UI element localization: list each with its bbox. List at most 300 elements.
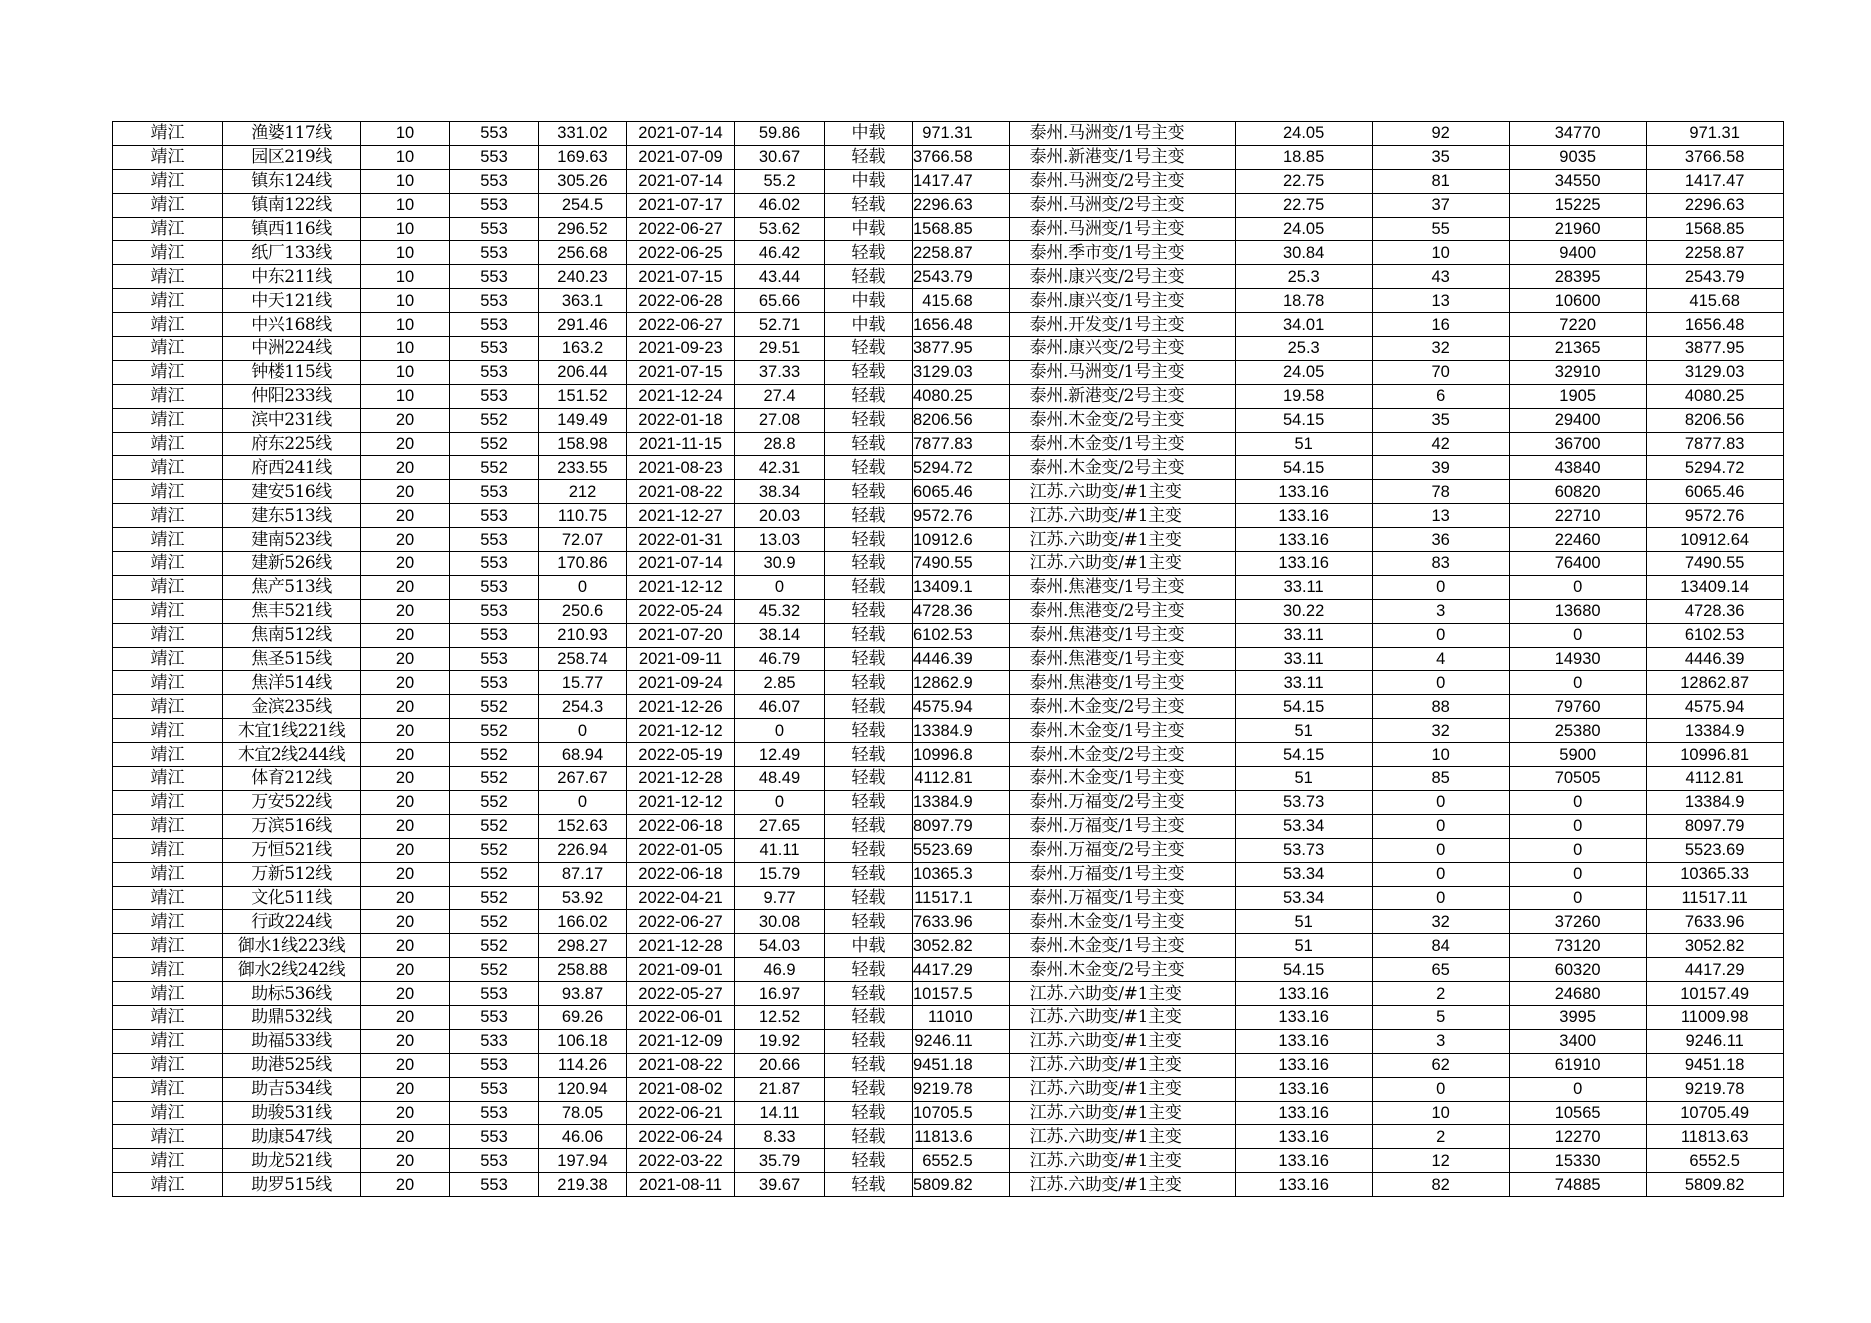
cell-date: 2022-01-05 [627, 838, 735, 862]
cell-date: 2021-12-26 [627, 695, 735, 719]
cell-available-capacity: 8206.56 [1646, 408, 1783, 432]
cell-available-capacity: 4080.25 [1646, 384, 1783, 408]
cell-voltage: 20 [361, 623, 450, 647]
cell-line-name: 中天121线 [223, 289, 361, 313]
cell-substation-transformer: 泰州.马洲变/1号主变 [1009, 122, 1235, 146]
cell-transformer-value: 22.75 [1235, 169, 1372, 193]
cell-code: 553 [450, 982, 539, 1006]
cell-district: 靖江 [113, 623, 223, 647]
cell-user-capacity: 43840 [1509, 456, 1646, 480]
cell-remaining-capacity: 6552.5 [913, 1149, 1010, 1173]
cell-transformer-value: 133.16 [1235, 1101, 1372, 1125]
cell-load-rate: 46.42 [735, 241, 825, 265]
cell-transformer-value: 24.05 [1235, 360, 1372, 384]
cell-district: 靖江 [113, 719, 223, 743]
cell-transformer-value: 54.15 [1235, 743, 1372, 767]
cell-line-name: 助龙521线 [223, 1149, 361, 1173]
cell-load-status: 轻载 [825, 838, 913, 862]
cell-district: 靖江 [113, 360, 223, 384]
cell-voltage: 10 [361, 217, 450, 241]
cell-remaining-capacity: 5809.82 [913, 1173, 1010, 1197]
cell-district: 靖江 [113, 432, 223, 456]
cell-available-capacity: 4446.39 [1646, 647, 1783, 671]
cell-user-count: 32 [1372, 337, 1509, 361]
cell-available-capacity: 10996.81 [1646, 743, 1783, 767]
cell-transformer-value: 133.16 [1235, 552, 1372, 576]
cell-user-count: 0 [1372, 814, 1509, 838]
cell-district: 靖江 [113, 289, 223, 313]
cell-transformer-value: 24.05 [1235, 217, 1372, 241]
cell-district: 靖江 [113, 193, 223, 217]
cell-voltage: 20 [361, 790, 450, 814]
table-row [113, 241, 1784, 265]
cell-load-status: 轻载 [825, 575, 913, 599]
table-row [113, 599, 1784, 623]
cell-district: 靖江 [113, 456, 223, 480]
cell-transformer-value: 53.73 [1235, 838, 1372, 862]
cell-remaining-capacity: 3052.82 [913, 934, 1010, 958]
cell-code: 552 [450, 838, 539, 862]
cell-load-status: 轻载 [825, 1005, 913, 1029]
cell-code: 552 [450, 767, 539, 791]
cell-user-capacity: 0 [1509, 790, 1646, 814]
cell-date: 2022-01-18 [627, 408, 735, 432]
cell-code: 533 [450, 1029, 539, 1053]
cell-user-count: 16 [1372, 313, 1509, 337]
cell-date: 2021-09-01 [627, 958, 735, 982]
table-row [113, 790, 1784, 814]
cell-code: 552 [450, 934, 539, 958]
cell-district: 靖江 [113, 647, 223, 671]
cell-line-name: 建南523线 [223, 528, 361, 552]
cell-user-capacity: 5900 [1509, 743, 1646, 767]
cell-available-capacity: 4728.36 [1646, 599, 1783, 623]
cell-voltage: 20 [361, 910, 450, 934]
table-row [113, 1053, 1784, 1077]
cell-district: 靖江 [113, 337, 223, 361]
cell-user-capacity: 32910 [1509, 360, 1646, 384]
cell-remaining-capacity: 2258.87 [913, 241, 1010, 265]
cell-line-name: 府西241线 [223, 456, 361, 480]
cell-remaining-capacity: 11813.6 [913, 1125, 1010, 1149]
cell-user-capacity: 7220 [1509, 313, 1646, 337]
cell-user-count: 5 [1372, 1005, 1509, 1029]
table-row [113, 552, 1784, 576]
cell-load-value: 149.49 [539, 408, 627, 432]
cell-substation-transformer: 泰州.新港变/2号主变 [1009, 384, 1235, 408]
cell-line-name: 助吉534线 [223, 1077, 361, 1101]
cell-load-status: 轻载 [825, 241, 913, 265]
cell-user-capacity: 60320 [1509, 958, 1646, 982]
cell-user-count: 3 [1372, 599, 1509, 623]
cell-voltage: 20 [361, 552, 450, 576]
cell-date: 2021-08-02 [627, 1077, 735, 1101]
cell-available-capacity: 6552.5 [1646, 1149, 1783, 1173]
cell-load-value: 69.26 [539, 1005, 627, 1029]
cell-code: 552 [450, 790, 539, 814]
cell-date: 2022-06-18 [627, 814, 735, 838]
cell-user-capacity: 14930 [1509, 647, 1646, 671]
cell-date: 2021-07-14 [627, 122, 735, 146]
cell-load-rate: 27.65 [735, 814, 825, 838]
cell-district: 靖江 [113, 575, 223, 599]
cell-load-value: 305.26 [539, 169, 627, 193]
cell-transformer-value: 133.16 [1235, 1173, 1372, 1197]
cell-line-name: 木宜2线244线 [223, 743, 361, 767]
cell-available-capacity: 2543.79 [1646, 265, 1783, 289]
table-row [113, 145, 1784, 169]
cell-load-value: 210.93 [539, 623, 627, 647]
cell-voltage: 20 [361, 647, 450, 671]
cell-transformer-value: 133.16 [1235, 1005, 1372, 1029]
cell-remaining-capacity: 10157.5 [913, 982, 1010, 1006]
cell-date: 2022-06-27 [627, 313, 735, 337]
cell-line-name: 焦丰521线 [223, 599, 361, 623]
cell-code: 552 [450, 910, 539, 934]
cell-load-value: 151.52 [539, 384, 627, 408]
table-row [113, 169, 1784, 193]
cell-line-name: 镇东124线 [223, 169, 361, 193]
cell-load-value: 250.6 [539, 599, 627, 623]
cell-voltage: 20 [361, 1077, 450, 1101]
cell-remaining-capacity: 5523.69 [913, 838, 1010, 862]
cell-load-value: 166.02 [539, 910, 627, 934]
cell-remaining-capacity: 3766.58 [913, 145, 1010, 169]
cell-remaining-capacity: 2543.79 [913, 265, 1010, 289]
cell-load-value: 46.06 [539, 1125, 627, 1149]
cell-available-capacity: 5809.82 [1646, 1173, 1783, 1197]
cell-load-rate: 16.97 [735, 982, 825, 1006]
cell-load-status: 轻载 [825, 982, 913, 1006]
cell-district: 靖江 [113, 934, 223, 958]
cell-load-rate: 13.03 [735, 528, 825, 552]
cell-load-status: 轻载 [825, 552, 913, 576]
table-row [113, 838, 1784, 862]
cell-voltage: 20 [361, 1053, 450, 1077]
cell-user-count: 83 [1372, 552, 1509, 576]
table-row [113, 1101, 1784, 1125]
table-row [113, 910, 1784, 934]
cell-load-rate: 19.92 [735, 1029, 825, 1053]
table-row [113, 408, 1784, 432]
cell-transformer-value: 51 [1235, 934, 1372, 958]
cell-transformer-value: 133.16 [1235, 982, 1372, 1006]
table-row [113, 743, 1784, 767]
cell-code: 552 [450, 456, 539, 480]
cell-load-rate: 48.49 [735, 767, 825, 791]
cell-transformer-value: 53.34 [1235, 886, 1372, 910]
cell-substation-transformer: 泰州.马洲变/2号主变 [1009, 193, 1235, 217]
cell-load-status: 轻载 [825, 719, 913, 743]
cell-substation-transformer: 泰州.康兴变/2号主变 [1009, 265, 1235, 289]
cell-user-capacity: 21365 [1509, 337, 1646, 361]
cell-load-rate: 2.85 [735, 671, 825, 695]
cell-transformer-value: 33.11 [1235, 671, 1372, 695]
cell-load-value: 106.18 [539, 1029, 627, 1053]
cell-code: 552 [450, 862, 539, 886]
cell-substation-transformer: 江苏.六助变/#1主变 [1009, 982, 1235, 1006]
cell-line-name: 建安516线 [223, 480, 361, 504]
cell-load-rate: 0 [735, 790, 825, 814]
cell-user-count: 81 [1372, 169, 1509, 193]
cell-load-status: 中载 [825, 122, 913, 146]
cell-load-status: 轻载 [825, 337, 913, 361]
cell-load-rate: 28.8 [735, 432, 825, 456]
cell-voltage: 10 [361, 169, 450, 193]
cell-code: 553 [450, 504, 539, 528]
cell-substation-transformer: 泰州.马洲变/1号主变 [1009, 360, 1235, 384]
cell-line-name: 焦南512线 [223, 623, 361, 647]
cell-date: 2021-09-11 [627, 647, 735, 671]
cell-load-value: 120.94 [539, 1077, 627, 1101]
cell-district: 靖江 [113, 1125, 223, 1149]
cell-transformer-value: 19.58 [1235, 384, 1372, 408]
cell-district: 靖江 [113, 504, 223, 528]
cell-load-value: 170.86 [539, 552, 627, 576]
cell-user-capacity: 60820 [1509, 480, 1646, 504]
cell-load-rate: 42.31 [735, 456, 825, 480]
cell-line-name: 焦洋514线 [223, 671, 361, 695]
cell-substation-transformer: 江苏.六助变/#1主变 [1009, 1053, 1235, 1077]
cell-remaining-capacity: 4417.29 [913, 958, 1010, 982]
cell-line-name: 中东211线 [223, 265, 361, 289]
table-row [113, 719, 1784, 743]
cell-date: 2021-07-20 [627, 623, 735, 647]
cell-remaining-capacity: 3877.95 [913, 337, 1010, 361]
cell-line-name: 行政224线 [223, 910, 361, 934]
cell-voltage: 20 [361, 886, 450, 910]
cell-line-name: 御水2线242线 [223, 958, 361, 982]
cell-user-capacity: 10600 [1509, 289, 1646, 313]
cell-line-name: 助康547线 [223, 1125, 361, 1149]
cell-load-value: 258.88 [539, 958, 627, 982]
cell-load-status: 轻载 [825, 1125, 913, 1149]
cell-remaining-capacity: 8206.56 [913, 408, 1010, 432]
cell-date: 2022-04-21 [627, 886, 735, 910]
cell-district: 靖江 [113, 862, 223, 886]
cell-substation-transformer: 江苏.六助变/#1主变 [1009, 1077, 1235, 1101]
cell-transformer-value: 34.01 [1235, 313, 1372, 337]
cell-remaining-capacity: 971.31 [913, 122, 1010, 146]
table-row [113, 360, 1784, 384]
cell-district: 靖江 [113, 982, 223, 1006]
cell-line-name: 万新512线 [223, 862, 361, 886]
cell-available-capacity: 1568.85 [1646, 217, 1783, 241]
cell-date: 2022-06-25 [627, 241, 735, 265]
table-row [113, 647, 1784, 671]
cell-user-capacity: 0 [1509, 671, 1646, 695]
table-row [113, 886, 1784, 910]
cell-transformer-value: 133.16 [1235, 1053, 1372, 1077]
cell-district: 靖江 [113, 241, 223, 265]
cell-user-capacity: 15330 [1509, 1149, 1646, 1173]
cell-transformer-value: 53.73 [1235, 790, 1372, 814]
cell-load-rate: 0 [735, 719, 825, 743]
table-row [113, 671, 1784, 695]
cell-load-value: 0 [539, 719, 627, 743]
cell-transformer-value: 18.78 [1235, 289, 1372, 313]
cell-user-capacity: 0 [1509, 886, 1646, 910]
cell-transformer-value: 25.3 [1235, 265, 1372, 289]
cell-district: 靖江 [113, 671, 223, 695]
cell-load-rate: 53.62 [735, 217, 825, 241]
cell-user-count: 35 [1372, 408, 1509, 432]
cell-voltage: 20 [361, 862, 450, 886]
cell-available-capacity: 9451.18 [1646, 1053, 1783, 1077]
cell-voltage: 20 [361, 695, 450, 719]
cell-remaining-capacity: 1656.48 [913, 313, 1010, 337]
cell-date: 2021-08-22 [627, 1053, 735, 1077]
table-row [113, 934, 1784, 958]
cell-remaining-capacity: 13384.9 [913, 719, 1010, 743]
cell-load-status: 轻载 [825, 360, 913, 384]
cell-load-value: 163.2 [539, 337, 627, 361]
cell-substation-transformer: 江苏.六助变/#1主变 [1009, 528, 1235, 552]
table-row [113, 695, 1784, 719]
cell-substation-transformer: 泰州.木金变/1号主变 [1009, 767, 1235, 791]
cell-load-value: 363.1 [539, 289, 627, 313]
cell-remaining-capacity: 9219.78 [913, 1077, 1010, 1101]
cell-code: 553 [450, 360, 539, 384]
cell-available-capacity: 5523.69 [1646, 838, 1783, 862]
cell-transformer-value: 133.16 [1235, 1029, 1372, 1053]
cell-voltage: 20 [361, 1149, 450, 1173]
table-row [113, 1029, 1784, 1053]
cell-user-count: 37 [1372, 193, 1509, 217]
cell-line-name: 焦产513线 [223, 575, 361, 599]
cell-transformer-value: 133.16 [1235, 504, 1372, 528]
cell-transformer-value: 33.11 [1235, 647, 1372, 671]
cell-available-capacity: 5294.72 [1646, 456, 1783, 480]
cell-remaining-capacity: 4728.36 [913, 599, 1010, 623]
cell-voltage: 20 [361, 814, 450, 838]
cell-date: 2021-07-15 [627, 360, 735, 384]
cell-substation-transformer: 泰州.木金变/2号主变 [1009, 408, 1235, 432]
cell-transformer-value: 54.15 [1235, 456, 1372, 480]
cell-user-capacity: 70505 [1509, 767, 1646, 791]
cell-user-capacity: 22710 [1509, 504, 1646, 528]
cell-user-count: 32 [1372, 910, 1509, 934]
cell-user-capacity: 25380 [1509, 719, 1646, 743]
cell-district: 靖江 [113, 169, 223, 193]
cell-district: 靖江 [113, 480, 223, 504]
cell-remaining-capacity: 4575.94 [913, 695, 1010, 719]
cell-load-value: 169.63 [539, 145, 627, 169]
cell-load-rate: 38.14 [735, 623, 825, 647]
cell-line-name: 中兴168线 [223, 313, 361, 337]
cell-load-rate: 27.4 [735, 384, 825, 408]
cell-available-capacity: 9572.76 [1646, 504, 1783, 528]
cell-line-name: 钟楼115线 [223, 360, 361, 384]
cell-user-capacity: 37260 [1509, 910, 1646, 934]
cell-user-count: 0 [1372, 790, 1509, 814]
cell-substation-transformer: 江苏.六助变/#1主变 [1009, 552, 1235, 576]
cell-user-capacity: 21960 [1509, 217, 1646, 241]
cell-load-rate: 43.44 [735, 265, 825, 289]
cell-date: 2021-09-23 [627, 337, 735, 361]
cell-load-rate: 20.03 [735, 504, 825, 528]
cell-load-value: 240.23 [539, 265, 627, 289]
cell-user-capacity: 61910 [1509, 1053, 1646, 1077]
cell-date: 2021-12-12 [627, 719, 735, 743]
cell-code: 553 [450, 528, 539, 552]
cell-user-count: 32 [1372, 719, 1509, 743]
cell-substation-transformer: 江苏.六助变/#1主变 [1009, 1005, 1235, 1029]
cell-user-capacity: 9400 [1509, 241, 1646, 265]
cell-voltage: 10 [361, 337, 450, 361]
cell-date: 2021-12-09 [627, 1029, 735, 1053]
cell-load-value: 78.05 [539, 1101, 627, 1125]
cell-substation-transformer: 泰州.木金变/2号主变 [1009, 958, 1235, 982]
cell-transformer-value: 51 [1235, 910, 1372, 934]
cell-substation-transformer: 江苏.六助变/#1主变 [1009, 504, 1235, 528]
table-row [113, 289, 1784, 313]
data-table [112, 121, 1784, 1197]
cell-voltage: 20 [361, 432, 450, 456]
cell-line-name: 纸厂133线 [223, 241, 361, 265]
cell-available-capacity: 2258.87 [1646, 241, 1783, 265]
cell-available-capacity: 9219.78 [1646, 1077, 1783, 1101]
cell-load-status: 轻载 [825, 886, 913, 910]
cell-user-capacity: 76400 [1509, 552, 1646, 576]
cell-code: 553 [450, 289, 539, 313]
cell-transformer-value: 54.15 [1235, 408, 1372, 432]
cell-remaining-capacity: 13409.1 [913, 575, 1010, 599]
cell-transformer-value: 53.34 [1235, 814, 1372, 838]
cell-load-value: 197.94 [539, 1149, 627, 1173]
cell-transformer-value: 54.15 [1235, 695, 1372, 719]
cell-transformer-value: 133.16 [1235, 528, 1372, 552]
cell-available-capacity: 1656.48 [1646, 313, 1783, 337]
cell-transformer-value: 133.16 [1235, 1125, 1372, 1149]
cell-user-capacity: 12270 [1509, 1125, 1646, 1149]
cell-user-count: 82 [1372, 1173, 1509, 1197]
cell-code: 553 [450, 169, 539, 193]
cell-date: 2021-12-28 [627, 934, 735, 958]
cell-line-name: 焦圣515线 [223, 647, 361, 671]
cell-line-name: 助鼎532线 [223, 1005, 361, 1029]
cell-code: 553 [450, 623, 539, 647]
cell-load-status: 中载 [825, 169, 913, 193]
cell-remaining-capacity: 10365.3 [913, 862, 1010, 886]
cell-substation-transformer: 泰州.康兴变/1号主变 [1009, 289, 1235, 313]
cell-load-status: 轻载 [825, 1173, 913, 1197]
cell-transformer-value: 54.15 [1235, 958, 1372, 982]
cell-load-status: 轻载 [825, 1101, 913, 1125]
table-row [113, 337, 1784, 361]
cell-remaining-capacity: 7877.83 [913, 432, 1010, 456]
cell-load-value: 68.94 [539, 743, 627, 767]
cell-available-capacity: 12862.87 [1646, 671, 1783, 695]
cell-user-count: 2 [1372, 982, 1509, 1006]
cell-remaining-capacity: 10996.8 [913, 743, 1010, 767]
cell-voltage: 20 [361, 743, 450, 767]
cell-district: 靖江 [113, 265, 223, 289]
cell-line-name: 万恒521线 [223, 838, 361, 862]
cell-user-count: 88 [1372, 695, 1509, 719]
cell-user-count: 0 [1372, 623, 1509, 647]
cell-available-capacity: 4112.81 [1646, 767, 1783, 791]
cell-user-capacity: 24680 [1509, 982, 1646, 1006]
cell-load-rate: 38.34 [735, 480, 825, 504]
cell-user-capacity: 79760 [1509, 695, 1646, 719]
cell-user-count: 65 [1372, 958, 1509, 982]
cell-load-value: 15.77 [539, 671, 627, 695]
cell-load-status: 中载 [825, 217, 913, 241]
cell-date: 2021-08-22 [627, 480, 735, 504]
cell-available-capacity: 11009.98 [1646, 1005, 1783, 1029]
cell-code: 552 [450, 719, 539, 743]
